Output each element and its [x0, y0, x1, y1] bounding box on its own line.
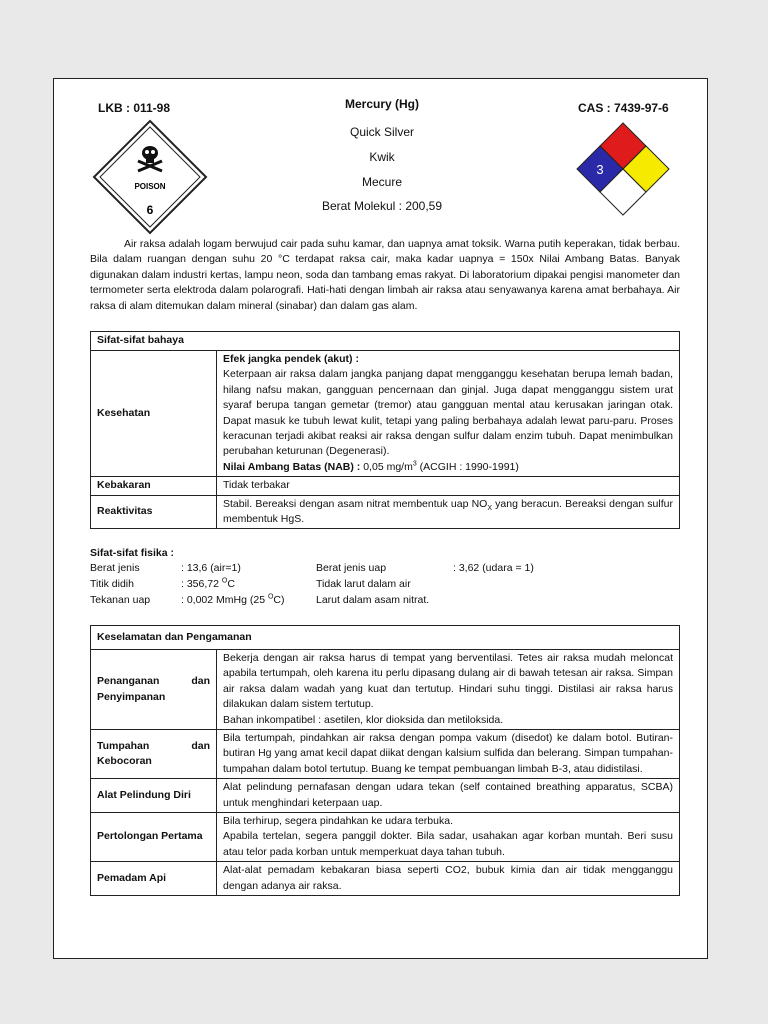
vapor-pressure-number: : 0,002 MmHg (25	[181, 594, 268, 606]
handling-label-c: Penyimpanan	[97, 690, 166, 703]
degree-symbol: O	[221, 577, 228, 585]
nab-line	[223, 460, 673, 475]
reactivity-subscript: X	[487, 504, 492, 512]
intro-paragraph	[90, 237, 680, 314]
reactivity-label: Reaktivitas	[91, 495, 217, 529]
spill-label-b: dan	[191, 739, 210, 752]
poison-label: POISON	[134, 182, 166, 191]
vapor-density-label: Berat jenis uap	[316, 562, 387, 574]
chemical-name: Mercury (Hg)	[344, 97, 419, 111]
nfpa-health-value: 3	[596, 162, 604, 177]
first-aid-label: Pertolongan Pertama	[91, 813, 217, 862]
density-value: : 13,6 (air=1)	[181, 562, 241, 574]
acute-text: Keterpaan air raksa dalam jangka panjang dapat mengganggu kesehatan berupa lemah badan, hilang nafsu makan, gangguan pencernaan dan ginjal. Juga dapat mengganggu sistem urat syaraf berupa tangan gemetar (tremor) atau gangguan mental atau kerusakan jaringan otak. Dapat masuk ke tubuh lewat kulit, tetapi yang paling berbahaya adalah lewat paru-paru. Proses keracunan terjadi akibat reaksi air raksa dengan sulfur dalam enzim tubuh. Dapat menimbulkan perubahan keturunan (Degenerasi).	[223, 368, 673, 458]
safety-table	[90, 625, 680, 896]
acute-title: Efek jangka pendek (akut) :	[223, 353, 359, 365]
nab-reference: (ACGIH : 1990-1991)	[419, 460, 519, 473]
document-frame	[53, 78, 708, 959]
health-label: Kesehatan	[91, 351, 217, 477]
reactivity-cell	[217, 495, 680, 529]
first-aid-text-2: Apabila tertelan, segera panggil dokter. Bila sadar, usahakan agar korban muntah. Beri susu atau telor pada korban untuk memperkuat daya tahan tubuh.	[223, 830, 673, 858]
hazards-title: Sifat-sifat bahaya	[91, 332, 680, 351]
physical-title: Sifat-sifat fisika :	[90, 547, 175, 559]
safety-title: Keselamatan dan Pengamanan	[91, 626, 680, 650]
nfpa-diamond-icon	[573, 119, 673, 219]
vapor-density-value: : 3,62 (udara = 1)	[453, 562, 534, 574]
boiling-value	[181, 577, 235, 592]
insoluble-water: Tidak larut dalam air	[316, 578, 411, 590]
first-aid-text-1: Bila terhirup, segera pindahkan ke udara terbuka.	[223, 815, 453, 828]
spill-label	[91, 730, 217, 779]
hazard-class-number: 6	[146, 203, 154, 217]
handling-cell	[217, 650, 680, 730]
reactivity-text-1: Stabil. Bereaksi dengan asam nitrat membentuk uap NO	[223, 497, 488, 510]
cas-number: CAS : 7439-97-6	[578, 101, 669, 115]
reactivity-text-2: yang beracun. Bereaksi dengan sulfur membentuk HgS.	[223, 497, 673, 526]
boiling-label: Titik didih	[90, 578, 134, 590]
handling-label	[91, 650, 217, 730]
vapor-pressure-unit: C)	[273, 594, 285, 606]
extinguisher-text: Alat-alat pemadam kebakaran biasa seperti CO2, bubuk kimia dan air tidak mengganggu dengan adanya air raksa.	[217, 862, 680, 896]
ppe-text: Alat pelindung pernafasan dengan udara tekan (self contained breathing apparatus, SCBA) untuk menghindari keterpaan uap.	[217, 779, 680, 813]
vapor-pressure-value	[181, 593, 285, 608]
boiling-unit: C	[227, 578, 235, 590]
spill-text: Bila tertumpah, pindahkan air raksa dengan pompa vakum (disedot) ke dalam botol. Butiran-butiran Hg yang amat kecil dapat diikat dengan kalsium sulfida dan belerang. Simpan tumpahan-tumpahan dalam botol tertutup. Buang ke tempat pembuangan limbah B-3, atau didistilasi.	[217, 730, 680, 779]
handling-text: Bekerja dengan air raksa harus di tempat yang berventilasi. Tetes air raksa mudah meloncat apabila tertumpah, oleh karena itu perlu dipasang dulang air di bawah tetesan air raksa. Simpan air raksa dalam wadah yang kuat dan tertutup. Hindari suhu tinggi. Distilasi air raksa harus dilakukan dalam sistem tertutup.	[223, 652, 673, 711]
vapor-pressure-label: Tekanan uap	[90, 594, 151, 606]
soluble-nitric-acid: Larut dalam asam nitrat.	[316, 594, 430, 606]
hazards-table	[90, 331, 680, 529]
spill-label-c: Kebocoran	[97, 755, 152, 768]
boiling-number: : 356,72	[181, 578, 222, 590]
handling-label-b: dan	[191, 675, 210, 688]
nab-value: 0,05 mg/m	[363, 460, 413, 473]
handling-incompatible: Bahan inkompatibel : asetilen, klor dioksida dan metiloksida.	[223, 713, 504, 726]
first-aid-cell	[217, 813, 680, 862]
fire-label: Kebakaran	[91, 477, 217, 495]
nab-superscript: 3	[412, 460, 417, 468]
nab-label: Nilai Ambang Batas (NAB) :	[223, 460, 361, 473]
lkb-number: LKB : 011-98	[98, 101, 171, 115]
spill-label-a: Tumpahan	[97, 739, 150, 752]
synonym-3: Mecure	[361, 175, 402, 189]
molecular-weight: Berat Molekul : 200,59	[321, 199, 443, 213]
extinguisher-label: Pemadam Api	[91, 862, 217, 896]
synonym-2: Kwik	[369, 150, 395, 164]
health-cell	[217, 351, 680, 477]
fire-text: Tidak terbakar	[217, 477, 680, 495]
density-label: Berat jenis	[90, 562, 140, 574]
intro-text: Air raksa adalah logam berwujud cair pada suhu kamar, dan uapnya amat toksik. Warna putih keperakan, tidak berbau. Bila dalam ruangan dengan suhu 20 °C terdapat raksa cair, maka kadar uapnya = 150x Nilai Ambang Batas. Banyak digunakan dalam industri kertas, lampu neon, soda dan tambang emas rakyat. Di laboratorium dipakai pengisi manometer dan termometer serta elektroda dalam polarografi. Hati-hati dengan limbah air raksa atau senyawanya karena amat berbahaya. Air raksa di alam ditemukan dalam mineral (sinabar) dan dalam gas alam.	[90, 238, 680, 312]
ppe-label: Alat Pelindung Diri	[91, 779, 217, 813]
degree-symbol-2: O	[267, 593, 274, 601]
synonym-1: Quick Silver	[349, 125, 414, 139]
handling-label-a: Penanganan	[97, 675, 160, 688]
poison-sign-icon	[92, 119, 208, 235]
